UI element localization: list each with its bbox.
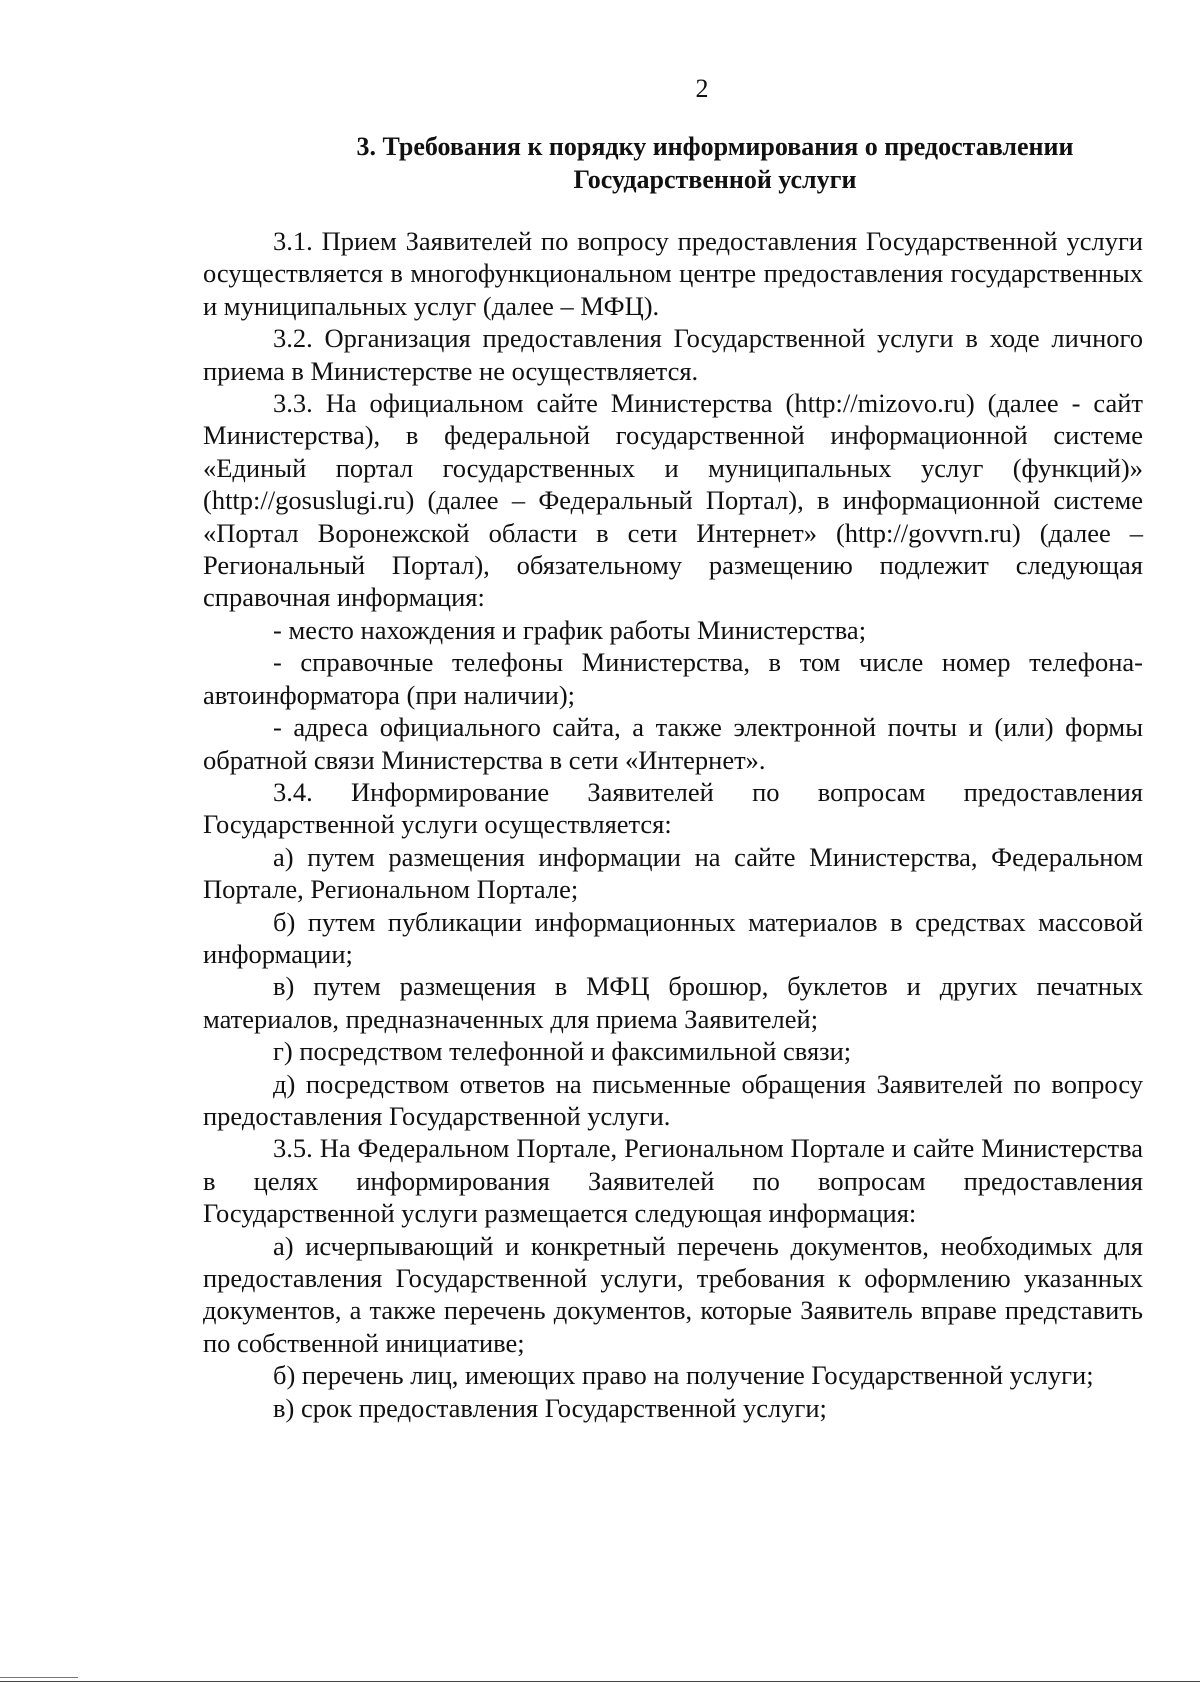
section-heading-line-1: 3. Требования к порядку информирования о предоставлении — [356, 132, 1074, 161]
document-body — [203, 225, 1143, 1424]
list-item-addresses: - адреса официального сайта, а также электронной почты и (или) формы обратной связи Министерства в сети «Интернет». — [203, 712, 1143, 775]
list-item-a-website: а) путем размещения информации на сайте Министерства, Федеральном Портале, Региональном Портале; — [203, 841, 1143, 905]
list-item-phones: - справочные телефоны Министерства, в том числе номер телефона-автоинформатора (при наличии); — [203, 647, 1143, 710]
paragraph-3-5: 3.5. На Федеральном Портале, Региональном Портале и сайте Министерства в целях информирования Заявителей по вопросам предоставления Государственной услуги размещается следующая информация: — [203, 1133, 1143, 1229]
paragraph-3-1: 3.1. Прием Заявителей по вопросу предоставления Государственной услуги осуществляется в многофункциональном центре предоставления государственных и муниципальных услуг (далее – МФЦ). — [203, 226, 1143, 321]
list-item-b-media: б) путем публикации информационных материалов в средствах массовой информации; — [203, 906, 1143, 969]
bottom-rule — [0, 1681, 1200, 1682]
section-heading-line-2: Государственной услуги — [573, 165, 857, 194]
list-item-location: - место нахождения и график работы Министерства; — [273, 614, 867, 645]
list-item-d-phone: г) посредством телефонной и факсимильной связи; — [273, 1036, 852, 1067]
paragraph-3-4: 3.4. Информирование Заявителей по вопросам предоставления Государственной услуги осуществляется: — [203, 776, 1143, 840]
section-heading — [300, 130, 1130, 196]
list-item-e-letters: д) посредством ответов на письменные обращения Заявителей по вопросу предоставления Государственной услуги. — [203, 1068, 1143, 1131]
page-number: 2 — [695, 74, 709, 103]
list-item-c-brochures: в) путем размещения в МФЦ брошюр, буклетов и других печатных материалов, предназначенных для приема Заявителей; — [203, 971, 1143, 1034]
list-item-b-persons: б) перечень лиц, имеющих право на получение Государственной услуги; — [273, 1360, 1094, 1391]
paragraph-3-3: 3.3. На официальном сайте Министерства (http://mizovo.ru) (далее - сайт Министерства), в федеральной государственной информационной системе «Единый портал государственных и муниципальных услуг (функций)» (http://gosuslugi.ru) (далее – Федеральный Портал), в информационной системе «Портал Воронежской области в сети Интернет» (http://govvrn.ru) (далее – Региональный Портал), обязательному размещению подлежит следующая справочная информация: — [203, 388, 1143, 613]
list-item-c-term: в) срок предоставления Государственной услуги; — [273, 1392, 827, 1423]
list-item-a-documents: а) исчерпывающий и конкретный перечень документов, необходимых для предоставления Государственной услуги, требования к оформлению указанных документов, а также перечень документов, которые Заявитель вправе представить по собственной инициативе; — [203, 1230, 1143, 1358]
paragraph-3-2: 3.2. Организация предоставления Государственной услуги в ходе личного приема в Министерстве не осуществляется. — [203, 323, 1143, 386]
scan-edge-mark — [0, 1677, 78, 1678]
